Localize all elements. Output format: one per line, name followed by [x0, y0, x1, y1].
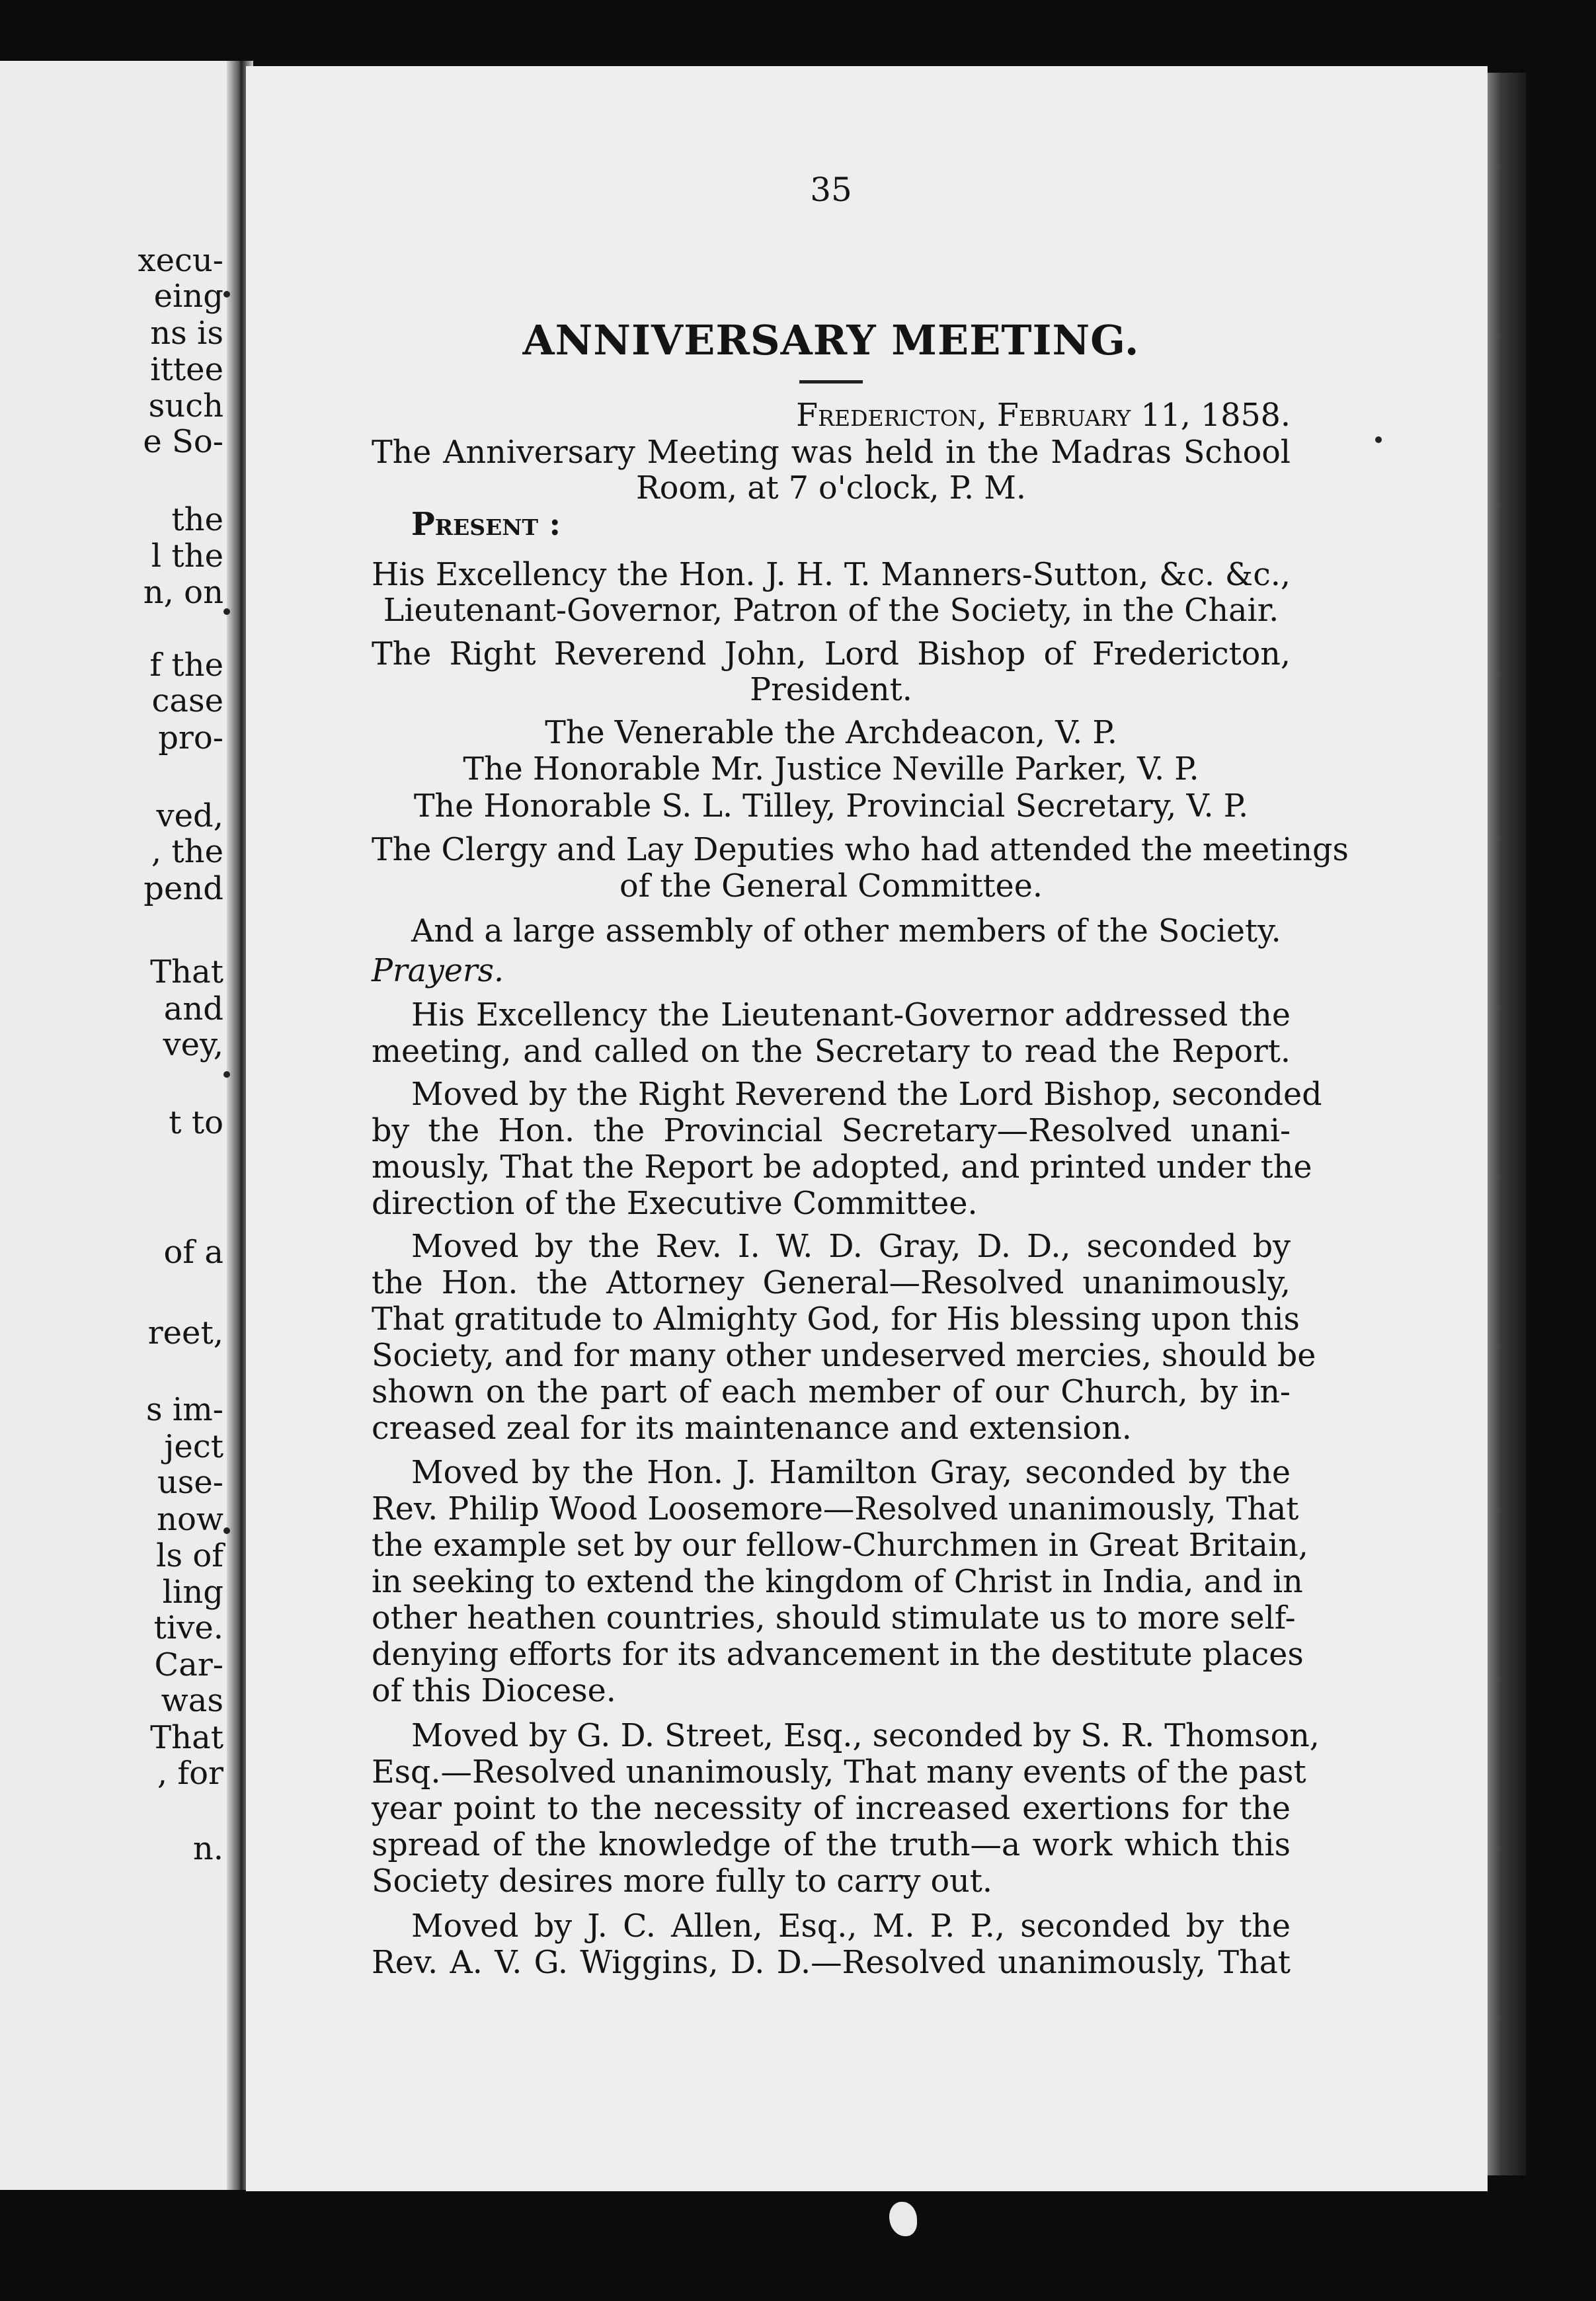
text-line: The Anniversary Meeting was held in the Madras School [372, 434, 1291, 471]
facing-page-text: pro- [158, 719, 223, 756]
text-line: Moved by the Hon. J. Hamilton Gray, seconded by the [411, 1455, 1291, 1491]
facing-page-text: was [161, 1682, 223, 1719]
text-line: spread of the knowledge of the truth—a work which this [372, 1827, 1291, 1863]
text-line: The Clergy and Lay Deputies who had attended the meetings [372, 832, 1349, 868]
facing-page-text: xecu- [138, 242, 223, 279]
facing-page-text: e So- [143, 423, 223, 460]
facing-page-text: pend [143, 870, 223, 907]
text-line: President. [750, 672, 912, 708]
text-line: the Hon. the Attorney General—Resolved unanimously, [372, 1265, 1291, 1301]
page-number: 35 [810, 171, 852, 209]
text-line: His Excellency the Lieutenant-Governor addressed the [411, 997, 1291, 1033]
heading-rule [799, 380, 863, 384]
facing-page-text: ling [162, 1574, 223, 1611]
text-line: Moved by J. C. Allen, Esq., M. P. P., seconded by the [411, 1908, 1291, 1945]
facing-page-text: , the [151, 833, 223, 870]
facing-page-text: f the [149, 647, 223, 684]
ink-speck [1375, 436, 1382, 443]
prayers-label: Prayers. [372, 953, 504, 989]
text-line: of the General Committee. [619, 868, 1043, 905]
facing-page-text: s im- [146, 1391, 223, 1428]
present-label: Present : [411, 506, 561, 543]
facing-page-text: vey, [163, 1026, 223, 1063]
facing-page-text: ls of [156, 1537, 223, 1574]
text-line: Esq.—Resolved unanimously, That many events of the past [372, 1754, 1306, 1791]
text-line: The Venerable the Archdeacon, V. P. [545, 715, 1117, 751]
facing-page-text: ject [164, 1428, 223, 1465]
page-edge-shadow [1485, 73, 1526, 2175]
text-line: Rev. Philip Wood Loosemore—Resolved unanimously, That [372, 1491, 1299, 1527]
text-line: Society, and for many other undeserved mercies, should be [372, 1338, 1316, 1374]
text-line: the example set by our fellow-Churchmen in Great Britain, [372, 1527, 1308, 1564]
text-line: meeting, and called on the Secretary to read the Report. [372, 1033, 1291, 1070]
facing-page-text: n, on [143, 574, 223, 611]
facing-page-text: use- [157, 1464, 223, 1501]
facing-page-text: and [163, 990, 223, 1028]
facing-page-text: l the [151, 538, 223, 575]
text-line: Room, at 7 o'clock, P. M. [636, 470, 1026, 506]
facing-page-text: Car- [154, 1646, 223, 1683]
page-heading: ANNIVERSARY MEETING. [522, 316, 1140, 364]
text-line: The Right Reverend John, Lord Bishop of Fredericton, [372, 636, 1291, 672]
facing-page-text: the [171, 501, 223, 538]
facing-page-text: such [148, 387, 223, 424]
facing-page-text: t to [169, 1104, 223, 1141]
text-line: creased zeal for its maintenance and extension. [372, 1410, 1132, 1447]
binding-thread-mark [223, 1071, 230, 1078]
facing-page-text: of a [163, 1234, 223, 1271]
text-line: in seeking to extend the kingdom of Christ in India, and in [372, 1564, 1303, 1600]
paper-fragment [889, 2202, 917, 2236]
text-line: by the Hon. the Provincial Secretary—Resolved unani- [372, 1113, 1291, 1149]
text-line: Lieutenant-Governor, Patron of the Society, in the Chair. [383, 592, 1279, 629]
facing-page-text: reet, [147, 1314, 223, 1352]
facing-page-text: That [150, 953, 223, 990]
text-line: other heathen countries, should stimulate us to more self- [372, 1600, 1296, 1636]
facing-page-text: , for [157, 1755, 223, 1792]
text-line: Rev. A. V. G. Wiggins, D. D.—Resolved unanimously, That [372, 1945, 1291, 1981]
text-line: Moved by the Rev. I. W. D. Gray, D. D., seconded by [411, 1229, 1291, 1265]
text-line: His Excellency the Hon. J. H. T. Manners-Sutton, &c. &c., [372, 557, 1291, 593]
facing-page-text: ittee [150, 351, 223, 388]
facing-page-text: now [157, 1501, 223, 1538]
binding-thread-mark [223, 1527, 230, 1534]
text-line: Moved by the Right Reverend the Lord Bishop, seconded [411, 1076, 1322, 1113]
text-line: The Honorable S. L. Tilley, Provincial Secretary, V. P. [413, 788, 1249, 825]
facing-page-text: eing [153, 278, 223, 315]
text-line: mously, That the Report be adopted, and printed under the [372, 1149, 1312, 1186]
text-line: shown on the part of each member of our Church, by in- [372, 1374, 1291, 1410]
text-line: of this Diocese. [372, 1673, 616, 1709]
dateline: Fredericton, February 11, 1858. [796, 397, 1291, 434]
text-line: The Honorable Mr. Justice Neville Parker, V. P. [463, 751, 1199, 787]
facing-page-text: tive. [153, 1609, 223, 1646]
facing-page-fragment [0, 61, 238, 2190]
facing-page-text: n. [192, 1830, 223, 1867]
text-line: year point to the necessity of increased exertions for the [372, 1791, 1291, 1827]
text-line: direction of the Executive Committee. [372, 1186, 978, 1222]
text-line: denying efforts for its advancement in the destitute places [372, 1636, 1304, 1673]
binding-thread-mark [223, 291, 230, 298]
text-line: That gratitude to Almighty God, for His blessing upon this [372, 1301, 1300, 1338]
facing-page-text: ns is [150, 315, 223, 352]
facing-page-text: That [150, 1719, 223, 1756]
facing-page-text: case [151, 682, 223, 719]
text-line: And a large assembly of other members of the Society. [411, 913, 1281, 949]
binding-thread-mark [223, 608, 230, 615]
text-line: Society desires more fully to carry out. [372, 1863, 992, 1900]
book-page [246, 66, 1488, 2191]
facing-page-text: ved, [156, 797, 223, 834]
text-line: Moved by G. D. Street, Esq., seconded by S. R. Thomson, [411, 1718, 1320, 1754]
